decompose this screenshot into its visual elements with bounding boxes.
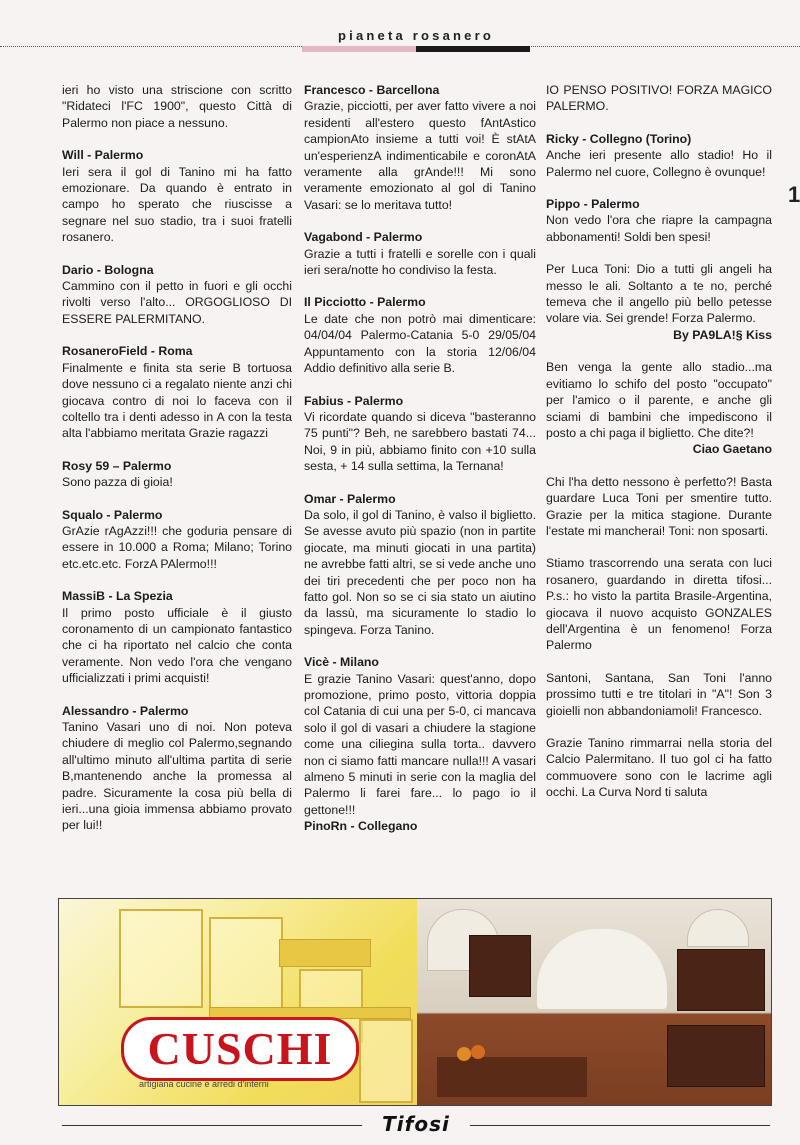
cabinet-sketch	[359, 1019, 413, 1103]
letter-author: Francesco - Barcellona	[304, 83, 440, 97]
letter-entry	[546, 735, 772, 801]
letter-text: Da solo, il gol di Tanino, è valso il biglietto. Se avesse avuto più spazio (non in partite giocate, ma minuti giocati in una partita) ne avrebbe fatti altri, se si vede anche uno dei tiri precedenti che per poco non ha fatto gol. Non so se ci sia stato un aiutino da lassù, ma sicuramente lo stadio lo spingeva. Forza Tanino.	[304, 507, 536, 637]
letter-author: PinoRn - Collegano	[304, 819, 418, 834]
letter-text: Cammino con il petto in fuori e gli occhi rivolti verso l'alto... ORGOGLIOSO DI ESSERE PALERMITANO.	[62, 279, 292, 326]
column-1	[62, 82, 292, 834]
letter-entry	[546, 555, 772, 653]
letter-text: Anche ieri presente allo stadio! Ho il Palermo nel cuore, Collegno è ovunque!	[546, 148, 772, 179]
letter-entry	[546, 359, 772, 457]
letter-entry	[546, 670, 772, 719]
letter-entry	[304, 491, 536, 639]
kitchen-arch	[687, 909, 749, 947]
letter-author: RosaneroField - Roma	[62, 344, 193, 359]
letter-entry	[304, 393, 536, 475]
letter-text: Stiamo trascorrendo una serata con luci rosanero, guardando in diretta tifosi... P.s.: ho visto la partita Brasile-Argentina, giocava il nuovo acquisto GONZALES dell'Argentina è un fenomeno! Forza Palermo	[546, 556, 772, 653]
letter-text: Santoni, Santana, San Toni l'anno prossimo tutti e tre titolari in "A"! Son 3 gioielli non abbandoniamoli! Francesco.	[546, 670, 772, 718]
kitchen-table	[437, 1057, 587, 1097]
footer-rule	[62, 1125, 362, 1126]
letter-text: Finalmente e finita sta serie B tortuosa dove nessuno ci a regalato niente anzi chi giocava contro di noi lo faceva con il coltello tra i denti adesso in A con la testa alta l'abbiamo meritata Grazie ragazzi	[62, 360, 292, 441]
header-stripes	[302, 46, 530, 52]
footer-rule	[470, 1125, 770, 1126]
letter-entry	[62, 507, 292, 573]
letter-entry	[546, 261, 772, 343]
letter-text: Tanino Vasari uno di noi. Non poteva chiudere di meglio col Palermo,segnando all'ultimo minuto all'ultima partita di serie B,mantenendo anche la promessa al padre. Sicuramente la cosa più bella di ieri...una gioia immensa abbiamo provato per lui!!	[62, 720, 292, 833]
letter-entry	[546, 82, 772, 115]
letter-entry	[304, 82, 536, 213]
letter-author: Vicè - Milano	[304, 655, 379, 670]
letter-author: Dario - Bologna	[62, 262, 154, 277]
letter-author: Will - Palermo	[62, 148, 144, 163]
section-title: pianeta rosanero	[338, 28, 494, 43]
letter-text: ieri ho visto una striscione con scritto "Ridateci l'FC 1900", questo Città di Palermo non piace a nessuno.	[62, 83, 292, 130]
letter-author: Omar - Palermo	[304, 491, 396, 506]
letter-author: Fabius - Palermo	[304, 393, 404, 408]
advertisement-banner[interactable]	[58, 898, 772, 1106]
letter-text: E grazie Tanino Vasari: quest'anno, dopo promozione, primo posto, vittoria doppia col Catania di cui una per 5-0, ci mancava solo il gol di vasari a chiudere la stagione come una ciliegina sulla torta.. davvero non ci siamo fatti mancare nulla!!! A vasari almeno 5 minuti in serie con la maglia del Palermo li farei fare... lo pago io il gettone!!!	[304, 671, 536, 817]
kitchen-cabinet	[677, 949, 765, 1011]
letter-author: Pippo - Palermo	[546, 197, 640, 212]
letter-author: Squalo - Palermo	[62, 507, 163, 522]
letter-text: Grazie, picciotti, per aver fatto vivere a noi residenti all'estero questo fAntAstico campionAto insieme a tutti voi! È stAtA un'esperienzA indimenticabile e coronAtA veramente alla grAnde!!! Mi sono veramente emozionato al gol di Tanino Vasari: se lo meritava tutto!	[304, 99, 536, 212]
fruit-bowl	[471, 1045, 485, 1059]
header-stripe-black	[416, 46, 530, 52]
kitchen-cabinet	[469, 935, 531, 997]
letter-author: Alessandro - Palermo	[62, 703, 189, 718]
column-2	[304, 82, 536, 835]
letter-text: Non vedo l'ora che riapre la campagna abbonamenti! Soldi ben spesi!	[546, 213, 772, 244]
letter-author: Ricky - Collegno (Torino)	[546, 131, 692, 146]
letter-text: Grazie Tanino rimmarrai nella storia del Calcio Palermitano. Il tuo gol ci ha fatto commuovere sono con le lacrime agli occhi. La Curva Nord ti saluta	[546, 736, 772, 800]
letter-entry	[304, 294, 536, 376]
letter-entry	[62, 262, 292, 328]
letter-entry	[304, 229, 536, 278]
letter-signature: Ciao Gaetano	[692, 442, 772, 457]
letter-text: Ben venga la gente allo stadio...ma evitiamo lo schifo del posto "occupato" per l'amico o il parente, e anche gli sciami di bambini che impediscono il posto a chi paga il biglietto. Che dite?!	[546, 360, 772, 440]
header-stripe-pink	[302, 46, 416, 52]
kitchen-cabinet	[667, 1025, 765, 1087]
letter-entry	[62, 343, 292, 441]
brand-name: CUSCHI	[147, 1023, 333, 1074]
letter-author: MassiB - La Spezia	[62, 589, 173, 604]
column-3	[546, 82, 772, 801]
letter-author: Rosy 59 – Palermo	[62, 458, 172, 473]
letter-entry	[304, 818, 536, 834]
cabinet-sketch	[119, 909, 203, 1008]
letter-entry	[62, 82, 292, 131]
brand-logo	[121, 1017, 359, 1081]
ad-kitchen-photo	[417, 899, 771, 1105]
letter-entry	[304, 654, 536, 818]
letter-text: Vi ricordate quando si diceva "basteranno 75 punti"? Beh, ne sarebbero bastati 74... Noi, 9 in più, abbiamo finito con +10 sulla sesta, + 14 sulla settima, la Ternana!	[304, 409, 536, 474]
brand-tagline: artigiana cucine e arredi d'interni	[139, 1079, 269, 1089]
letter-text: GrAzie rAgAzzi!!! che goduria pensare di essere in 10.000 a Roma; Milano; Torino etc.etc.etc. ForzA PAlermo!!!	[62, 523, 292, 571]
letter-text: Grazie a tutti i fratelli e sorelle con i quali ieri sera/notte ho condiviso la festa.	[304, 246, 536, 278]
letter-entry	[62, 703, 292, 834]
letter-entry	[62, 458, 292, 491]
hood-sketch	[279, 939, 371, 967]
letter-entry	[546, 474, 772, 540]
kitchen-hood	[537, 929, 667, 1009]
letter-entry	[62, 588, 292, 686]
letter-entry	[62, 147, 292, 245]
letter-text: IO PENSO POSITIVO! FORZA MAGICO PALERMO.	[546, 83, 772, 114]
letter-author: Il Picciotto - Palermo	[304, 295, 426, 310]
cabinet-sketch	[209, 917, 283, 1009]
letter-text: Ieri sera il gol di Tanino mi ha fatto emozionare. Da quando è entrato in campo ho sperato che riuscisse a segnare nel suo stadio, tra i suoi fratelli rosanero.	[62, 164, 292, 245]
header-bar	[302, 28, 530, 48]
letter-entry	[546, 196, 772, 245]
magazine-logo: Tifosi	[382, 1112, 450, 1136]
letter-text: Per Luca Toni: Dio a tutti gli angeli ha messo le ali. Soltanto a te no, perché temeva che il angello più bello petesse volare via. Sei grende! Forza Palermo.	[546, 262, 772, 326]
fruit-bowl	[457, 1047, 471, 1061]
letter-text: Il primo posto ufficiale è il giusto coronamento di un campionato fantastico che ci ha riportato nel calcio che conta veramente. Non vedo l'ora che vengano ufficializzati i primi acquisti!	[62, 605, 292, 686]
letter-author: Vagabond - Palermo	[304, 230, 423, 245]
letter-text: Le date che non potrò mai dimenticare: 04/04/04 Palermo-Catania 5-0 29/05/04 Appuntamento con la storia 12/06/04 Addio definitivo alla serie B.	[304, 311, 536, 376]
letter-entry	[546, 131, 772, 180]
letter-text: Chi l'ha detto nessono è perfetto?! Basta guardare Luca Toni per smentire tutto. Grazie per la mitica stagione. Durante l'estate mi mancherai! Toni: non sposarti.	[546, 474, 772, 538]
letter-text: Sono pazza di gioia!	[62, 475, 173, 490]
page-number: 1	[788, 182, 800, 207]
letter-signature: By PA9LA!§ Kiss	[673, 327, 772, 342]
